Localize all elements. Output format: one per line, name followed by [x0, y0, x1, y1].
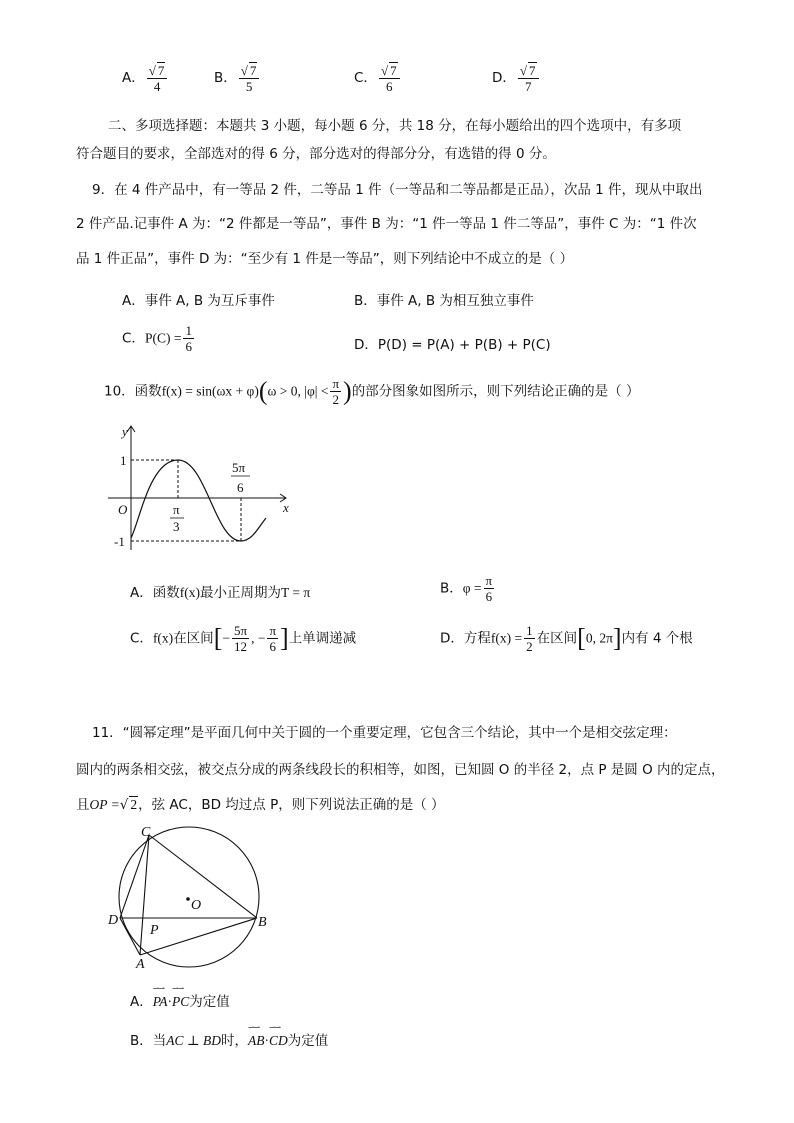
q10-option-d-func: f(x) =: [490, 630, 523, 646]
q8-option-b-label: B．: [214, 70, 237, 86]
section2-line2: 符合题目的要求，全部选对的得 6 分，部分选对的得部分分，有选错的得 0 分。: [76, 146, 556, 162]
q11-option-a-label: A．: [130, 994, 153, 1010]
q10-option-a: [130, 581, 310, 601]
section2-line1: 二、多项选择题：本题共 3 小题，每小题 6 分，共 18 分，在每小题给出的四个选项中，有多项: [108, 118, 682, 134]
q9-option-a: A．事件 A, B 为互斥事件: [122, 293, 275, 309]
q9-line2: 2 件产品.记事件 A 为：“2 件都是一等品”，事件 B 为：“1 件一等品 1 件二等品”，事件 C 为：“1 件次: [76, 216, 697, 232]
q10-option-c-post: 上单调递减: [288, 630, 357, 647]
x-tick2-den: 6: [237, 480, 244, 495]
q11-line3: 且OP =√ 2，弦 AC，BD 均过点 P，则下列说法正确的是（ ）: [76, 797, 445, 813]
q9-option-c-label: C．: [122, 330, 145, 347]
q9-option-c: [122, 323, 196, 354]
q10-option-d-fraction: $\frac{1}{2}$: [526, 623, 533, 654]
q9-line1: 9．在 4 件产品中，有一等品 2 件，二等品 1 件（一等品和二等品都是正品），次品 1 件，现从中取出: [92, 182, 703, 198]
label-b: B: [258, 915, 267, 930]
q9-line3: 品 1 件正品”，事件 D 为：“至少有 1 件是一等品”，则下列结论中不成立的是（ ）: [76, 251, 574, 267]
q10-option-c-func: f(x): [152, 630, 174, 646]
sine-curve: [131, 460, 266, 541]
vector-cd: ⇀⇀ CD: [269, 1033, 288, 1049]
q11-line1: 11．“圆幂定理”是平面几何中关于圆的一个重要定理，它包含三个结论，其中一个是相交弦定理：: [92, 725, 677, 741]
q10-option-a-pre: A．函数: [130, 585, 180, 601]
q11-circle-figure: [104, 822, 274, 972]
q10-option-b: [440, 573, 496, 604]
y-bottom-label: -1: [114, 534, 125, 549]
q11-root: 2: [130, 797, 138, 812]
origin-label: O: [118, 502, 128, 517]
q10-prefix: 10．函数: [104, 383, 162, 400]
y-top-label: 1: [120, 453, 127, 468]
q11-line3-post: ，弦 AC，BD 均过点 P，则下列说法正确的是（ ）: [138, 797, 445, 813]
q10-option-b-expr: φ =: [462, 580, 482, 596]
q8-option-d: [492, 62, 541, 94]
q10-option-a-post: 最小正周期为: [200, 585, 281, 601]
q8-option-a-fraction: $\frac{√ 7}{4}$: [147, 62, 168, 94]
circle-o: [119, 827, 259, 967]
q8-option-c-label: C．: [354, 70, 377, 86]
label-c: C: [141, 825, 151, 840]
q11-option-b-cond: AC ⊥ BD: [166, 1033, 221, 1048]
x-axis-label: x: [283, 500, 289, 515]
q9-option-c-fraction: $\frac{1}{6}$: [185, 323, 192, 354]
chord-ac: [140, 835, 149, 955]
q8-option-a-label: A．: [122, 70, 145, 86]
q9-option-b: B．事件 A, B 为相互独立事件: [354, 293, 534, 309]
q11-option-b-pre: B．当: [130, 1033, 167, 1049]
q10-option-c-frac2: $\frac{\pi}{6}$: [269, 623, 277, 654]
q10-option-b-fraction: $\frac{\pi}{6}$: [485, 573, 493, 604]
x-tick1-den: 3: [173, 519, 180, 534]
q8-option-b: [214, 62, 261, 94]
q8-option-c-fraction: $\frac{√ 7}{6}$: [379, 62, 400, 94]
q11-op: OP =: [89, 797, 120, 812]
vector-ab: ⇀⇀ AB: [248, 1033, 265, 1049]
q8-option-d-label: D．: [492, 70, 516, 86]
label-d: D: [108, 913, 119, 928]
q10-func: f(x) = sin(ωx + φ): [161, 383, 259, 399]
q8-option-c: [354, 62, 402, 94]
segment-cb: [149, 835, 257, 918]
q10-option-d: D．方程f(x) = $\frac{1}{2}$ 在区间[0, 2π]内有 4 个根: [440, 623, 693, 654]
q11-option-b-mid: 时，: [220, 1033, 248, 1049]
q10-cond: ω > 0, |φ| <: [267, 383, 329, 399]
q11-line2: 圆内的两条相交弦，被交点分成的两条线段长的积相等，如图，已知圆 O 的半径 2，点 P 是圆 O 内的定点，: [76, 762, 725, 778]
q9-option-d: D．P(D) = P(A) + P(B) + P(C): [354, 337, 551, 353]
x-tick1-num: π: [173, 502, 180, 517]
q10-option-d-post: 内有 4 个根: [621, 630, 693, 647]
q10-option-c-mid: 在区间: [173, 630, 214, 647]
segment-cd: [120, 835, 149, 918]
q10-option-a-value: T = π: [281, 585, 311, 600]
q11-line3-pre: 且: [76, 797, 90, 813]
q10-option-a-func: f(x): [179, 585, 200, 600]
q10-sine-graph: [100, 420, 300, 555]
q10-option-d-interval: 0, 2π: [585, 630, 613, 646]
q10-option-b-label: B．: [440, 580, 463, 597]
q9-option-c-expr: P(C) =: [144, 330, 182, 346]
x-tick2-num: 5π: [232, 460, 246, 475]
segment-da: [120, 918, 140, 955]
q11-option-a-post: 为定值: [189, 994, 230, 1010]
q8-option-b-fraction: $\frac{√ 7}{5}$: [239, 62, 260, 94]
q11-option-a: A．⇀⇀ PA·⇀⇀ PC为定值: [130, 990, 230, 1010]
vector-pc: ⇀⇀ PC: [172, 994, 189, 1010]
center-dot: [186, 897, 190, 901]
q10-option-c: C．f(x)在区间[− $\frac{5\pi}{12}$ , − $\frac{\pi}{6}$ ]上单调递减: [130, 623, 357, 654]
label-o: O: [191, 898, 202, 913]
label-p: P: [150, 923, 159, 938]
vector-pa: ⇀⇀ PA: [153, 994, 168, 1010]
label-a: A: [136, 957, 145, 972]
q10-stem: 10．函数f(x) = sin(ωx + φ)(ω > 0, |φ| < $\frac{\pi}{2}$ )的部分图象如图所示，则下列结论正确的是（ ）: [104, 376, 640, 407]
y-axis-label: y: [122, 424, 128, 439]
q8-option-d-fraction: $\frac{√ 7}{7}$: [518, 62, 539, 94]
q10-option-d-mid: 在区间: [536, 630, 578, 647]
q10-option-d-pre: D．方程: [440, 630, 491, 647]
q10-option-c-frac1: $\frac{5\pi}{12}$: [233, 623, 248, 654]
q11-option-b: B．当AC ⊥ BD时，⇀⇀ AB·⇀⇀ CD为定值: [130, 1029, 328, 1049]
q10-cond-fraction: $\frac{\pi}{2}$: [332, 376, 340, 407]
q10-suffix: 的部分图象如图所示，则下列结论正确的是（ ）: [351, 383, 640, 400]
q10-option-c-label: C．: [130, 630, 153, 647]
q8-option-a: [122, 62, 169, 94]
q11-option-b-post: 为定值: [287, 1033, 329, 1049]
